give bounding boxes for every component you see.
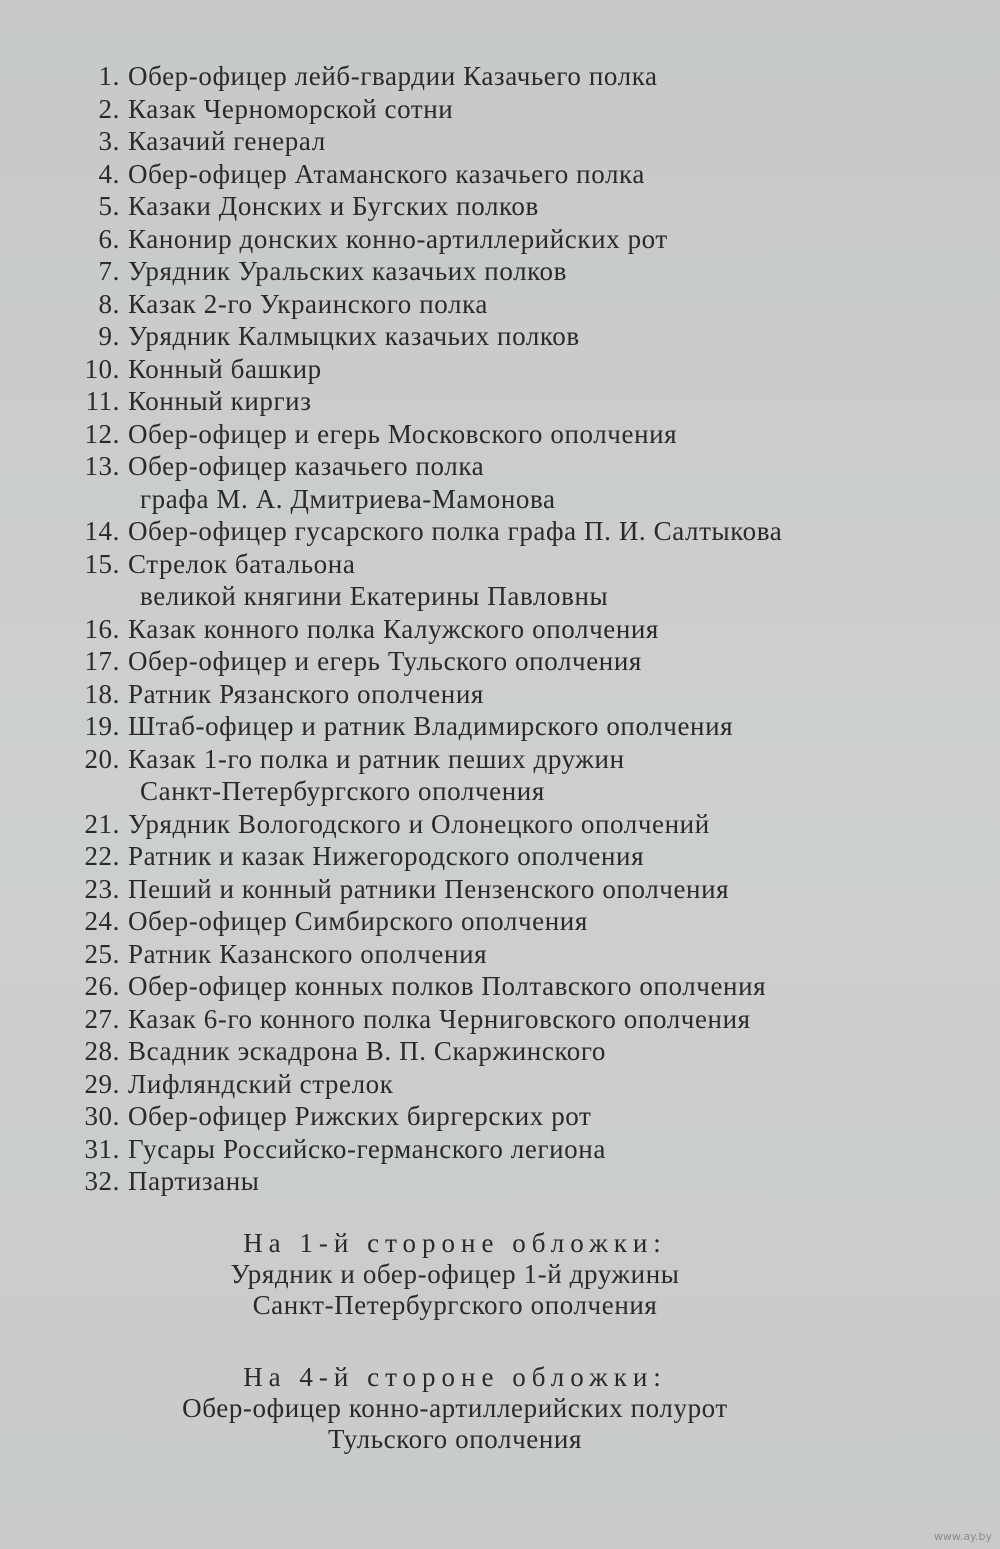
- contents-item-title: Конный киргиз: [128, 386, 312, 416]
- contents-item-text-block: [120, 645, 970, 678]
- contents-item-title: Гусары Российско-германского легиона: [128, 1133, 606, 1164]
- contents-item: [70, 450, 970, 515]
- contents-item-title: Канонир донских конно-артиллерийских рот: [128, 223, 668, 254]
- contents-item-number: 27.: [84, 1003, 120, 1034]
- contents-item-text-block: [120, 548, 970, 613]
- contents-item: [70, 515, 970, 548]
- contents-item: [70, 840, 970, 873]
- contents-item-title: Урядник Вологодского и Олонецкого ополчений: [128, 808, 710, 839]
- contents-item-title: Казак Черноморской сотни: [128, 93, 454, 124]
- back-cover-line: Тульского ополчения: [328, 1424, 582, 1454]
- contents-item-text-block: [120, 353, 970, 386]
- contents-item-text-block: [120, 320, 970, 353]
- contents-item-number: 25.: [84, 938, 120, 969]
- contents-item-title: Казак 6-го конного полка Черниговского ополчения: [128, 1003, 751, 1034]
- contents-item-title: Казак 1-го полка и ратник пеших дружин: [128, 743, 625, 774]
- contents-item-number: 29.: [84, 1068, 120, 1099]
- back-cover-note: [0, 1362, 910, 1455]
- contents-item-number: 12.: [84, 418, 120, 449]
- contents-item-title: Лифляндский стрелок: [128, 1068, 394, 1099]
- contents-item-number: 15.: [84, 548, 120, 579]
- contents-item-title: Конный башкир: [128, 353, 322, 384]
- contents-item-text-block: [120, 808, 970, 841]
- contents-item: [70, 938, 970, 971]
- contents-item-title: Обер-офицер и егерь Московского ополчения: [128, 418, 678, 449]
- contents-item-title: Казак 2-го Украинского полка: [128, 288, 488, 319]
- contents-item-number: 30.: [84, 1101, 120, 1131]
- contents-item-text-block: [120, 158, 970, 191]
- contents-item-title: Ратник Рязанского ополчения: [128, 678, 484, 709]
- contents-item-text-block: [120, 840, 970, 873]
- contents-item-title: Урядник Уральских казачьих полков: [128, 256, 567, 286]
- contents-item-text-block: [120, 418, 970, 451]
- contents-item-text-block: [120, 125, 970, 158]
- contents-item-title: Казачий генерал: [128, 126, 326, 156]
- contents-item: [70, 385, 970, 418]
- contents-item-title: Стрелок батальона: [128, 548, 356, 579]
- contents-item-number: 26.: [84, 971, 120, 1001]
- contents-item: [70, 320, 970, 353]
- back-cover-line: Обер-офицер конно-артиллерийских полурот: [182, 1393, 728, 1423]
- contents-item-title: Партизаны: [128, 1166, 260, 1196]
- contents-item: [70, 158, 970, 191]
- contents-item: [70, 125, 970, 158]
- contents-item: [70, 93, 970, 126]
- contents-item-number: 22.: [84, 841, 120, 871]
- contents-item: [70, 970, 970, 1003]
- contents-item-text-block: [120, 873, 970, 906]
- contents-item-number: 7.: [98, 256, 120, 286]
- contents-item: [70, 1003, 970, 1036]
- contents-item: [70, 548, 970, 613]
- front-cover-line: Урядник и обер-офицер 1-й дружины: [230, 1259, 680, 1289]
- contents-item-text-block: [120, 1068, 970, 1101]
- contents-list: [70, 60, 970, 1198]
- front-cover-heading: На 1-й стороне обложки:: [243, 1228, 667, 1258]
- contents-item: [70, 1035, 970, 1068]
- contents-item: [70, 808, 970, 841]
- contents-item-title: Обер-офицер Атаманского казачьего полка: [128, 158, 645, 189]
- contents-item-number: 2.: [98, 93, 120, 124]
- contents-item: [70, 353, 970, 386]
- contents-item: [70, 255, 970, 288]
- contents-item-number: 17.: [84, 646, 120, 676]
- contents-item-text-block: [120, 1100, 970, 1133]
- contents-item: [70, 1100, 970, 1133]
- back-cover-heading: На 4-й стороне обложки:: [243, 1362, 667, 1392]
- contents-item-text-block: [120, 288, 970, 321]
- contents-item-title: Обер-офицер лейб-гвардии Казачьего полка: [128, 61, 658, 91]
- contents-item: [70, 905, 970, 938]
- contents-item-title: Обер-офицер гусарского полка графа П. И. Салтыкова: [128, 516, 783, 546]
- contents-item-text-block: [120, 223, 970, 256]
- contents-item-title: Урядник Калмыцких казачьих полков: [128, 321, 580, 351]
- contents-item-text-block: [120, 1003, 970, 1036]
- contents-item-title: Обер-офицер конных полков Полтавского ополчения: [128, 971, 767, 1001]
- contents-item: [70, 743, 970, 808]
- contents-item-text-block: [120, 938, 970, 971]
- contents-item-title: Обер-офицер Рижских биргерских рот: [128, 1101, 592, 1131]
- contents-item-number: 9.: [98, 321, 120, 351]
- contents-item-number: 31.: [84, 1133, 120, 1164]
- contents-item-text-block: [120, 1165, 970, 1198]
- contents-item-number: 3.: [98, 126, 120, 156]
- contents-item-text-block: [120, 385, 970, 418]
- contents-item-number: 23.: [84, 873, 120, 904]
- contents-item-number: 1.: [98, 61, 120, 91]
- contents-item-text-block: [120, 515, 970, 548]
- contents-item: [70, 60, 970, 93]
- contents-item-number: 28.: [84, 1036, 120, 1066]
- contents-item-text-block: [120, 255, 970, 288]
- contents-item-title: Обер-офицер Симбирского ополчения: [128, 906, 588, 936]
- contents-item-text-block: [120, 678, 970, 711]
- contents-item-continuation: великой княгини Екатерины Павловны: [140, 581, 609, 611]
- contents-item: [70, 678, 970, 711]
- contents-item-text-block: [120, 450, 970, 515]
- contents-item: [70, 1068, 970, 1101]
- contents-item-number: 5.: [98, 191, 120, 221]
- contents-item: [70, 418, 970, 451]
- contents-item-text-block: [120, 970, 970, 1003]
- contents-item-number: 14.: [84, 516, 120, 546]
- front-cover-line: Санкт-Петербургского ополчения: [252, 1290, 658, 1320]
- contents-item-number: 18.: [84, 678, 120, 709]
- contents-item-text-block: [120, 60, 970, 93]
- contents-item-number: 8.: [98, 288, 120, 319]
- contents-item-title: Штаб-офицер и ратник Владимирского ополчения: [128, 711, 734, 741]
- contents-item-number: 13.: [84, 451, 120, 481]
- contents-item-number: 16.: [84, 613, 120, 644]
- contents-item-text-block: [120, 1035, 970, 1068]
- contents-item-number: 19.: [84, 711, 120, 741]
- contents-item-text-block: [120, 190, 970, 223]
- contents-item-text-block: [120, 93, 970, 126]
- contents-item-title: Ратник Казанского ополчения: [128, 938, 488, 969]
- contents-item-text-block: [120, 613, 970, 646]
- contents-item-number: 4.: [98, 158, 120, 189]
- contents-item-title: Обер-офицер и егерь Тульского ополчения: [128, 646, 642, 676]
- contents-item-number: 11.: [85, 386, 120, 416]
- contents-item: [70, 223, 970, 256]
- contents-item-text-block: [120, 710, 970, 743]
- contents-item-title: Ратник и казак Нижегородского ополчения: [128, 841, 645, 871]
- contents-item-number: 20.: [84, 743, 120, 774]
- contents-item-text-block: [120, 1133, 970, 1166]
- contents-item-text-block: [120, 905, 970, 938]
- contents-item-continuation: графа М. А. Дмитриева-Мамонова: [140, 483, 556, 514]
- contents-item: [70, 1133, 970, 1166]
- contents-item-title: Казаки Донских и Бугских полков: [128, 191, 539, 221]
- contents-item-text-block: [120, 743, 970, 808]
- contents-item: [70, 613, 970, 646]
- contents-item-number: 10.: [84, 353, 120, 384]
- contents-item: [70, 873, 970, 906]
- contents-item-number: 24.: [84, 906, 120, 936]
- contents-item-number: 6.: [98, 223, 120, 254]
- contents-item-number: 21.: [84, 808, 120, 839]
- watermark: www.ay.by: [933, 1530, 992, 1543]
- contents-item-title: Обер-офицер казачьего полка: [128, 451, 485, 481]
- contents-item: [70, 1165, 970, 1198]
- front-cover-note: [0, 1228, 910, 1321]
- contents-item: [70, 710, 970, 743]
- contents-item-title: Всадник эскадрона В. П. Скаржинского: [128, 1036, 606, 1066]
- contents-item-number: 32.: [84, 1166, 120, 1196]
- contents-item: [70, 645, 970, 678]
- contents-item: [70, 288, 970, 321]
- contents-item-title: Пеший и конный ратники Пензенского ополчения: [128, 873, 730, 904]
- contents-item-continuation: Санкт-Петербургского ополчения: [140, 776, 545, 806]
- contents-item-title: Казак конного полка Калужского ополчения: [128, 613, 659, 644]
- contents-item: [70, 190, 970, 223]
